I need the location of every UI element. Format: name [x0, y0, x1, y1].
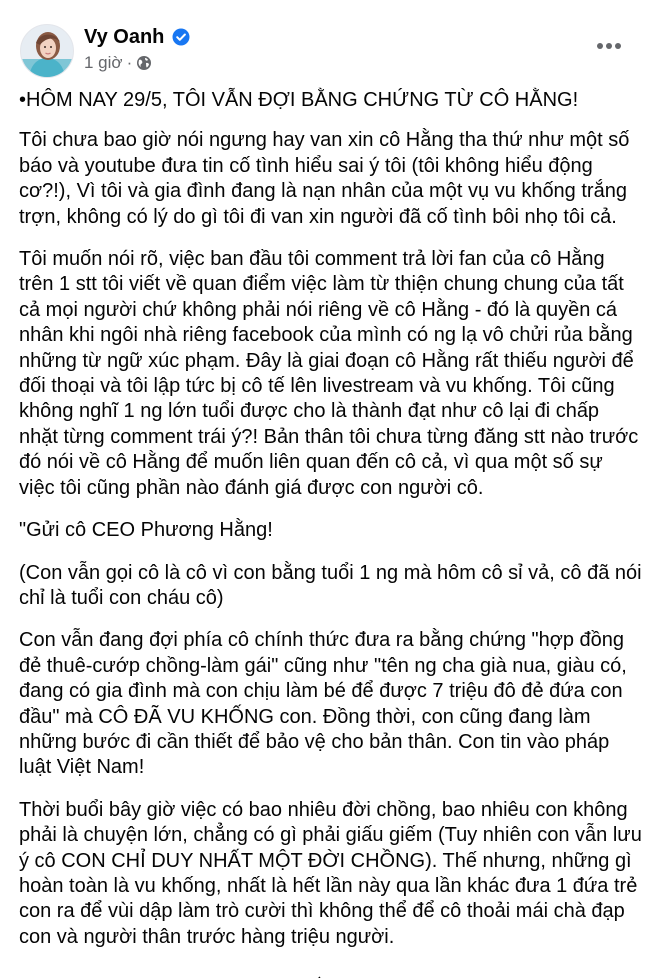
post-paragraph: "Gửi cô CEO Phương Hằng!	[19, 519, 273, 542]
post-paragraph: Con vẫn đang đợi phía cô chính thức đưa ra bằng chứng "hợp đồng đẻ thuê-cướp chồng-làm gái" cũng như "tên ng cha già nua, giàu có, đang có gia đình mà con chịu làm bé để được 7 triệu đô đẻ đứa con đầu" mà CÔ ĐÃ VU KHỐNG con. Đồng thời, con cũng đang làm những bước đi cần thiết để bảo vệ cho bản thân. Con tin vào pháp luật Việt Nam!	[19, 629, 627, 779]
post-paragraph: (Con vẫn gọi cô là cô vì con bằng tuổi 1 ng mà hôm cô sỉ vả, cô đã nói chỉ là tuổi con cháu cô)	[19, 561, 642, 609]
post-continuation-edge	[0, 970, 660, 978]
post-headline: •HÔM NAY 29/5, TÔI VẪN ĐỢI BẰNG CHỨNG TỪ CÔ HẰNG!	[19, 89, 579, 111]
post-paragraph: Tôi chưa bao giờ nói ngưng hay van xin cô Hằng tha thứ như một số báo và youtube đưa tin cố tình hiểu sai ý tôi (tôi không hiểu động cơ?!), Vì tôi và gia đình đang là nạn nhân của một vụ vu khống trắng trợn, không có lý do gì tôi đi van xin người đã cố tình bôi nhọ tôi cả.	[19, 129, 630, 228]
more-options-button[interactable]	[592, 34, 626, 58]
post-paragraph: Thời buổi bây giờ việc có bao nhiêu đời chồng, bao nhiêu con không phải là chuyện lớn, chẳng có gì phải giấu giếm (Tuy nhiên con vẫn lưu ý cô CON CHỈ DUY NHẤT MỘT ĐỜI CHỒNG). Thế nhưng, những gì hoàn toàn là vu khống, nhất là hết lần này qua lần khác đưa 1 đứa trẻ con ra để vùi dập làm trò cười thì không thể để cô thoải mái chà đạp con và người thân trước hàng triệu người.	[19, 798, 642, 948]
post-body	[19, 88, 643, 967]
post-meta	[84, 52, 152, 74]
globe-icon[interactable]	[136, 55, 152, 71]
post-timestamp[interactable]: 1 giờ	[84, 53, 123, 72]
author-avatar[interactable]	[20, 24, 74, 78]
author-name[interactable]: Vy Oanh	[84, 26, 165, 48]
avatar-photo	[21, 25, 73, 77]
more-options-icon	[596, 42, 622, 50]
post-header	[0, 0, 660, 90]
verified-badge-icon	[172, 28, 190, 46]
post-paragraph: Tôi muốn nói rõ, việc ban đầu tôi comment trả lời fan của cô Hằng trên 1 stt tôi viết về quan điểm việc làm từ thiện chung chung của tất cả mọi người chứ không phải nói riêng về cô Hằng - đó là quyền cá nhân khi ngôi nhà riêng facebook của mình có ng lạ vô chửi rủa bằng những từ ngữ xúc phạm. Đây là giai đoạn cô Hằng rất thiếu người để đối thoại và tôi lập tức bị cô tế lên livestream và vu khống. Tôi cũng không nghĩ 1 ng lớn tuổi được cho là thành đạt như cô lại đi chấp nhặt từng comment trái ý?! Bản thân tôi chưa từng đăng stt nào trước đó nói về cô Hằng để muốn liên quan đến cô cả, vì qua một số sự việc tôi cũng phần nào đánh giá được con người cô.	[19, 248, 639, 499]
meta-separator: ·	[126, 53, 133, 72]
